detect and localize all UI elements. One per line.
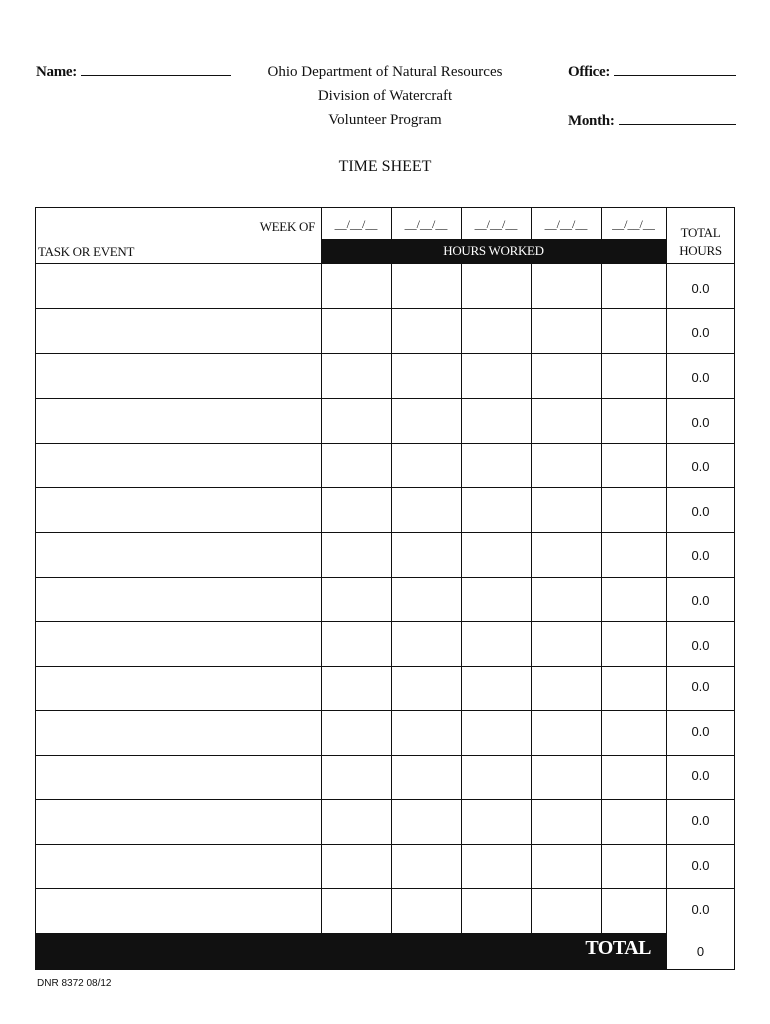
- hours-entry-cell[interactable]: [392, 264, 461, 308]
- hours-entry-cell[interactable]: [462, 354, 531, 398]
- row-total-10: 0.0: [691, 679, 710, 694]
- hours-entry-cell[interactable]: [392, 667, 461, 710]
- hours-entry-cell[interactable]: [322, 399, 391, 443]
- hours-entry-cell[interactable]: [462, 444, 531, 487]
- hours-entry-cell[interactable]: [602, 264, 666, 308]
- task-column-header: TASK OR EVENT: [38, 244, 135, 259]
- hours-entry-cell[interactable]: [532, 578, 601, 621]
- hours-entry-cell[interactable]: [322, 354, 391, 398]
- hours-entry-cell[interactable]: [532, 444, 601, 487]
- total-bar: [36, 933, 667, 970]
- hours-entry-cell[interactable]: [532, 399, 601, 443]
- task-entry-cell[interactable]: [37, 264, 321, 308]
- hours-entry-cell[interactable]: [602, 756, 666, 799]
- hours-entry-cell[interactable]: [322, 889, 391, 932]
- total-hours-line-1: TOTAL: [680, 225, 721, 240]
- hours-entry-cell[interactable]: [462, 399, 531, 443]
- org-line-1: Ohio Department of Natural Resources: [267, 64, 503, 80]
- hours-entry-cell[interactable]: [322, 444, 391, 487]
- row-total-14: 0.0: [691, 858, 710, 873]
- task-entry-cell[interactable]: [37, 667, 321, 710]
- hours-entry-cell[interactable]: [532, 667, 601, 710]
- hours-entry-cell[interactable]: [322, 711, 391, 755]
- hours-entry-cell[interactable]: [392, 399, 461, 443]
- hours-entry-cell[interactable]: [392, 533, 461, 577]
- hours-entry-cell[interactable]: [392, 800, 461, 844]
- task-entry-cell[interactable]: [37, 354, 321, 398]
- week-date-3[interactable]: __/__/__: [474, 217, 518, 231]
- hours-entry-cell[interactable]: [322, 533, 391, 577]
- hours-entry-cell[interactable]: [392, 622, 461, 666]
- hours-entry-cell[interactable]: [462, 622, 531, 666]
- hours-entry-cell[interactable]: [392, 889, 461, 932]
- week-date-2[interactable]: __/__/__: [404, 217, 448, 231]
- hours-entry-cell[interactable]: [602, 711, 666, 755]
- hours-entry-cell[interactable]: [392, 444, 461, 487]
- hours-entry-cell[interactable]: [392, 711, 461, 755]
- hours-entry-cell[interactable]: [322, 488, 391, 532]
- row-total-8: 0.0: [691, 593, 710, 608]
- page-title: TIME SHEET: [338, 158, 432, 175]
- hours-entry-cell[interactable]: [532, 800, 601, 844]
- name-label: Name:: [36, 64, 77, 80]
- hours-entry-cell[interactable]: [322, 309, 391, 353]
- row-total-2: 0.0: [691, 325, 710, 340]
- hours-entry-cell[interactable]: [392, 578, 461, 621]
- row-total-7: 0.0: [691, 548, 710, 563]
- hours-entry-cell[interactable]: [532, 756, 601, 799]
- hours-entry-cell[interactable]: [322, 622, 391, 666]
- hours-entry-cell[interactable]: [392, 309, 461, 353]
- row-total-1: 0.0: [691, 281, 710, 296]
- task-entry-cell[interactable]: [37, 488, 321, 532]
- hours-entry-cell[interactable]: [532, 533, 601, 577]
- hours-entry-cell[interactable]: [462, 756, 531, 799]
- row-total-11: 0.0: [691, 724, 710, 739]
- hours-entry-cell[interactable]: [532, 354, 601, 398]
- row-total-5: 0.0: [691, 459, 710, 474]
- hours-entry-cell[interactable]: [462, 711, 531, 755]
- row-total-4: 0.0: [691, 415, 710, 430]
- hours-entry-cell[interactable]: [602, 800, 666, 844]
- month-field-group: [568, 112, 736, 130]
- grand-total-value: 0: [696, 944, 705, 959]
- hours-entry-cell[interactable]: [602, 309, 666, 353]
- hours-entry-cell[interactable]: [532, 889, 601, 932]
- hours-entry-cell[interactable]: [322, 800, 391, 844]
- total-hours-header: [667, 224, 734, 260]
- form-code: DNR 8372 08/12: [37, 978, 112, 989]
- task-entry-cell[interactable]: [37, 756, 321, 799]
- hours-entry-cell[interactable]: [322, 845, 391, 888]
- hours-entry-cell[interactable]: [462, 800, 531, 844]
- task-entry-cell[interactable]: [37, 711, 321, 755]
- hours-entry-cell[interactable]: [462, 309, 531, 353]
- name-field-group: [36, 63, 231, 81]
- hours-entry-cell[interactable]: [322, 756, 391, 799]
- week-date-4[interactable]: __/__/__: [544, 217, 588, 231]
- week-date-5[interactable]: __/__/__: [612, 217, 655, 231]
- task-entry-cell[interactable]: [37, 578, 321, 621]
- hours-entry-cell[interactable]: [322, 578, 391, 621]
- org-heading: [230, 60, 540, 132]
- row-total-9: 0.0: [691, 638, 710, 653]
- hours-entry-cell[interactable]: [462, 667, 531, 710]
- hours-entry-cell[interactable]: [532, 711, 601, 755]
- hours-entry-cell[interactable]: [532, 622, 601, 666]
- hours-entry-cell[interactable]: [462, 533, 531, 577]
- hours-entry-cell[interactable]: [602, 533, 666, 577]
- hours-entry-cell[interactable]: [462, 578, 531, 621]
- task-entry-cell[interactable]: [37, 309, 321, 353]
- hours-entry-cell[interactable]: [392, 756, 461, 799]
- hours-entry-cell[interactable]: [602, 889, 666, 932]
- hours-entry-cell[interactable]: [392, 354, 461, 398]
- total-label: TOTAL: [585, 937, 651, 959]
- org-line-2: Division of Watercraft: [317, 88, 453, 104]
- hours-entry-cell[interactable]: [602, 845, 666, 888]
- hours-entry-cell[interactable]: [532, 309, 601, 353]
- task-entry-cell[interactable]: [37, 399, 321, 443]
- office-field-group: [568, 63, 736, 81]
- hours-entry-cell[interactable]: [462, 264, 531, 308]
- row-total-6: 0.0: [691, 504, 710, 519]
- task-entry-cell[interactable]: [37, 622, 321, 666]
- total-hours-line-2: HOURS: [679, 243, 722, 258]
- month-label: Month:: [568, 113, 615, 129]
- hours-entry-cell[interactable]: [602, 354, 666, 398]
- row-total-12: 0.0: [691, 768, 710, 783]
- hours-entry-cell[interactable]: [462, 889, 531, 932]
- office-label: Office:: [568, 64, 611, 80]
- row-total-3: 0.0: [691, 370, 710, 385]
- hours-entry-cell[interactable]: [602, 444, 666, 487]
- hours-entry-cell[interactable]: [462, 845, 531, 888]
- timesheet-table: [35, 207, 735, 970]
- week-date-1[interactable]: __/__/__: [334, 217, 378, 231]
- hours-entry-cell[interactable]: [602, 667, 666, 710]
- hours-entry-cell[interactable]: [602, 488, 666, 532]
- hours-worked-header: HOURS WORKED: [321, 239, 666, 263]
- hours-entry-cell[interactable]: [532, 264, 601, 308]
- name-field[interactable]: [81, 63, 231, 76]
- hours-entry-cell[interactable]: [392, 845, 461, 888]
- hours-entry-cell[interactable]: [322, 667, 391, 710]
- hours-entry-cell[interactable]: [602, 399, 666, 443]
- week-of-label: WEEK OF: [259, 219, 315, 234]
- hours-entry-cell[interactable]: [322, 264, 391, 308]
- month-field[interactable]: [619, 112, 736, 125]
- task-entry-cell[interactable]: [37, 444, 321, 487]
- hours-entry-cell[interactable]: [602, 578, 666, 621]
- hours-entry-cell[interactable]: [462, 488, 531, 532]
- hours-entry-cell[interactable]: [532, 488, 601, 532]
- org-line-3: Volunteer Program: [328, 112, 442, 128]
- hours-entry-cell[interactable]: [532, 845, 601, 888]
- task-entry-cell[interactable]: [37, 800, 321, 844]
- row-total-13: 0.0: [691, 813, 710, 828]
- row-total-15: 0.0: [691, 902, 710, 917]
- task-entry-cell[interactable]: [37, 889, 321, 932]
- task-entry-cell[interactable]: [37, 533, 321, 577]
- hours-entry-cell[interactable]: [392, 488, 461, 532]
- hours-entry-cell[interactable]: [602, 622, 666, 666]
- office-field[interactable]: [614, 63, 736, 76]
- task-entry-cell[interactable]: [37, 845, 321, 888]
